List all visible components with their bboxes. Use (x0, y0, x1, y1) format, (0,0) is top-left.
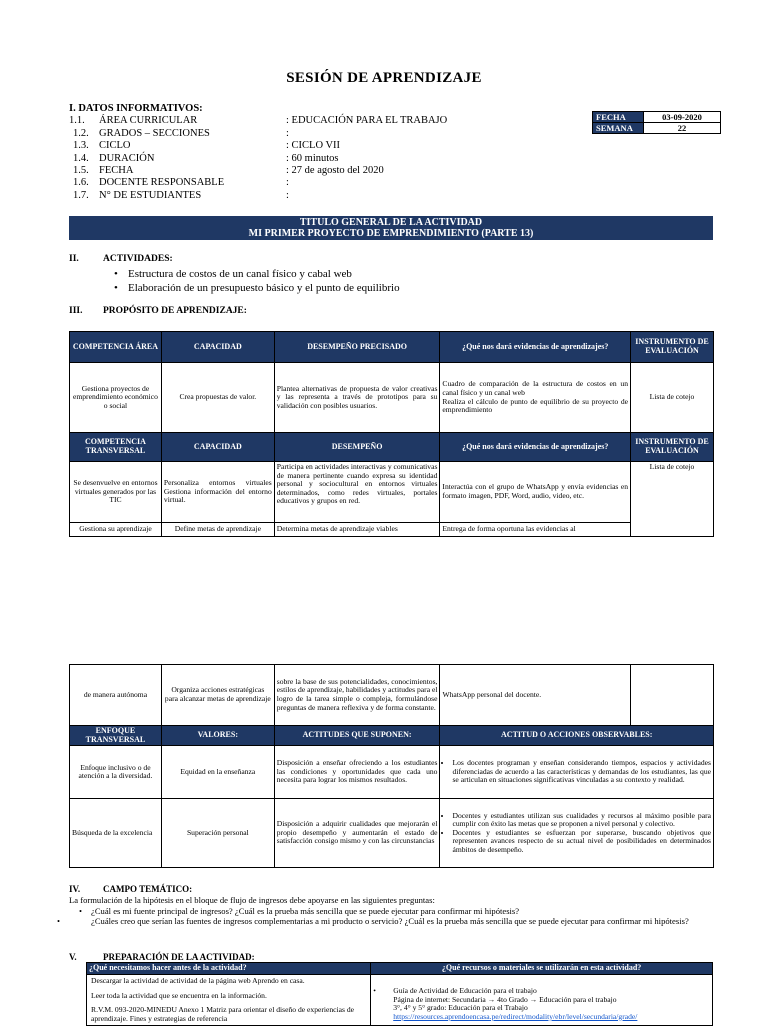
th-evidencias: ¿Qué nos dará evidencias de aprendizajes? (440, 433, 631, 462)
campo-question: • ¿Cuáles creo que serían las fuentes de ingresos complementarias a mi producto o servicio? ¿Cuál es la prueba más sencilla que se puede ejecutar para confirmar mi hipótesis? (69, 916, 713, 927)
th-actitudes: ACTITUDES QUE SUPONEN: (274, 726, 440, 746)
proposito-heading: PROPÓSITO DE APRENDIZAJE: (103, 306, 247, 316)
cell: Búsqueda de la excelencia (70, 799, 162, 868)
th-evidencias: ¿Qué nos dará evidencias de aprendizajes? (440, 332, 631, 363)
cell: Crea propuestas de valor. (161, 363, 274, 433)
cell: Gestiona su aprendizaje (70, 523, 162, 537)
datos-row: 1.4. DURACIÓN : 60 minutos (73, 152, 339, 164)
list-item: • Docentes y estudiantes utilizan sus cualidades y recursos al máximo posible para cumplir con éxito las metas que se proponen a nivel personal y colectivo. (452, 812, 711, 829)
cell: sobre la base de sus potencialidades, conocimientos, estilos de aprendizaje, habilidades y actitudes para el logro de la tarea simple o compleja, formulándose preguntas de manera reflexiva y de forma constante. (274, 665, 440, 726)
proposito-table (69, 331, 714, 537)
th-enfoque: ENFOQUE TRANSVERSAL (70, 726, 162, 746)
datos-heading: I. DATOS INFORMATIVOS: (69, 103, 203, 114)
cell: Cuadro de comparación de la estructura de costos en un canal físico y un canal web Realiza el cálculo de punto de equilibrio de su proyecto de emprendimiento (440, 363, 631, 433)
cell (631, 665, 714, 726)
activity-title-banner: TITULO GENERAL DE LA ACTIVIDAD MI PRIMER PROYECTO DE EMPRENDIMIENTO (PARTE 13) (69, 216, 713, 240)
semana-value: 22 (644, 123, 721, 134)
actividades-heading: ACTIVIDADES: (103, 254, 173, 264)
actividades-list (114, 267, 400, 295)
th-desempeno: DESEMPEÑO PRECISADO (274, 332, 440, 363)
th-competencia: COMPETENCIA ÁREA (70, 332, 162, 363)
cell: Lista de cotejo (631, 462, 714, 537)
cell: Interactúa con el grupo de WhatsApp y envía evidencias en formato imagen, PDF, Word, audio, video, etc. (440, 462, 631, 523)
semana-label: SEMANA (593, 123, 644, 134)
fecha-value: 03-09-2020 (644, 112, 721, 123)
cell: • Guía de Actividad de Educación para el trabajo Página de internet: Secundaria → 4to Grado → Educación para el trabajo 3°, 4° y 5° grado: Educación para el Trabajo https://resources.aprendoencasa.pe/redirect/modality/ebr/level/secundaria/grade/ (371, 975, 713, 1026)
th-capacidad: CAPACIDAD (161, 433, 274, 462)
page-title: SESIÓN DE APRENDIZAJE (286, 70, 482, 86)
cell: Gestiona proyectos de emprendimiento económico o social (70, 363, 162, 433)
cell (440, 799, 714, 868)
cell: Se desenvuelve en entornos virtuales generados por las TIC (70, 462, 162, 523)
th-instrumento: INSTRUMENTO DE EVALUACIÓN (631, 433, 714, 462)
cell: Personaliza entornos virtuales Gestiona información del entorno virtual. (161, 462, 274, 523)
campo-intro: La formulación de la hipótesis en el bloque de flujo de ingresos debe apoyarse en las siguientes preguntas: (69, 894, 435, 905)
cell: Equidad en la enseñanza (161, 746, 274, 799)
cell: Define metas de aprendizaje (161, 523, 274, 537)
cell: Disposición a adquirir cualidades que mejorarán el propio desempeño y aumentarán el estado de satisfacción consigo mismo y con las circunstancias (274, 799, 440, 868)
proposito-num: III. (69, 306, 83, 316)
datos-row: 1.2. GRADOS – SECCIONES : (73, 127, 289, 139)
datos-informativos (69, 103, 529, 202)
datos-row: 1.6. DOCENTE RESPONSABLE : (73, 177, 289, 189)
datos-row: 1.1. ÁREA CURRICULAR : EDUCACIÓN PARA EL TRABAJO (69, 115, 448, 127)
th-recursos: ¿Qué recursos o materiales se utilizarán en esta actividad? (371, 963, 713, 975)
cell: de manera autónoma (70, 665, 162, 726)
datos-row: 1.7. N° DE ESTUDIANTES : (73, 189, 289, 201)
th-antes: ¿Qué necesitamos hacer antes de la actividad? (87, 963, 371, 975)
campo-tematico: IV. CAMPO TEMÁTICO: La formulación de la hipótesis en el bloque de flujo de ingresos debe apoyarse en las siguientes preguntas: • ¿Cuál es mi fuente principal de ingresos? ¿Cuál es la prueba más sencilla que se puede ejecutar para confirmar mi hipótesis? • ¿Cuáles creo que serían las fuentes de ingresos complementarias a mi producto o servicio? ¿Cuál es la prueba más sencilla que se puede ejecutar para confirmar mi hipótesis? (69, 884, 713, 927)
cell: Plantea alternativas de propuesta de valor creativas y las representa a través de prototipos para su validación con posibles usuarios. (274, 363, 440, 433)
cell: Lista de cotejo (631, 363, 714, 433)
campo-question: • ¿Cuál es mi fuente principal de ingresos? ¿Cuál es la prueba más sencilla que se puede ejecutar para confirmar mi hipótesis? (69, 906, 713, 917)
preparacion-table (86, 962, 713, 1026)
enfoques-table (69, 664, 714, 868)
cell: Enfoque inclusivo o de atención a la diversidad. (70, 746, 162, 799)
cell: WhatsApp personal del docente. (440, 665, 631, 726)
list-item: • Estructura de costos de un canal físico y cabal web (114, 267, 400, 281)
th-competencia-transversal: COMPETENCIA TRANSVERSAL (70, 433, 162, 462)
actividades-num: II. (69, 254, 79, 264)
cell: Descargar la actividad de actividad de la página web Aprendo en casa. Leer toda la actividad que se encuentra en la información. R.V.M. 093-2020-MINEDU Anexo 1 Matriz para orientar el diseño de experiencias de aprendizaje. Fines y estrategias de referencia (87, 975, 371, 1026)
preparacion-num: V. (69, 952, 77, 962)
cell (440, 746, 714, 799)
datos-row: 1.3. CICLO : CICLO VII (73, 140, 341, 152)
list-item: • Elaboración de un presupuesto básico y el punto de equilibrio (114, 281, 400, 295)
preparacion-heading: PREPARACIÓN DE LA ACTIVIDAD: (103, 952, 255, 962)
cell: Entrega de forma oportuna las evidencias al (440, 523, 631, 537)
cell: Participa en actividades interactivas y comunicativas de manera pertinente cuando expresa su identidad personal y sociocultural en entornos virtuales determinados, como redes virtuales, portales educativos y grupos en red. (274, 462, 440, 523)
cell: Determina metas de aprendizaje viables (274, 523, 440, 537)
th-instrumento: INSTRUMENTO DE EVALUACIÓN (631, 332, 714, 363)
cell: Organiza acciones estratégicas para alcanzar metas de aprendizaje (161, 665, 274, 726)
fecha-box (592, 111, 721, 134)
th-acciones: ACTITUD O ACCIONES OBSERVABLES: (440, 726, 714, 746)
datos-row: 1.5. FECHA : 27 de agosto del 2020 (73, 165, 384, 177)
th-valores: VALORES: (161, 726, 274, 746)
list-item: • Los docentes programan y enseñan considerando tiempos, espacios y actividades diferenciadas de acuerdo a las características y demandas de los estudiantes, las que se articulan en situaciones significativas vinculadas a su contexto y realidad. (452, 759, 711, 785)
fecha-label: FECHA (593, 112, 644, 123)
resource-link[interactable]: https://resources.aprendoencasa.pe/redirect/modality/ebr/level/secundaria/grade/ (393, 1011, 638, 1021)
cell: Superación personal (161, 799, 274, 868)
th-desempeno: DESEMPEÑO (274, 433, 440, 462)
th-capacidad: CAPACIDAD (161, 332, 274, 363)
cell: Disposición a enseñar ofreciendo a los estudiantes las condiciones y oportunidades que cada uno necesita para lograr los mismos resultados. (274, 746, 440, 799)
list-item: • Docentes y estudiantes se esfuerzan por superarse, buscando objetivos que representen avances respecto de su actual nivel de posibilidades en determinados ámbitos de desempeño. (452, 829, 711, 855)
